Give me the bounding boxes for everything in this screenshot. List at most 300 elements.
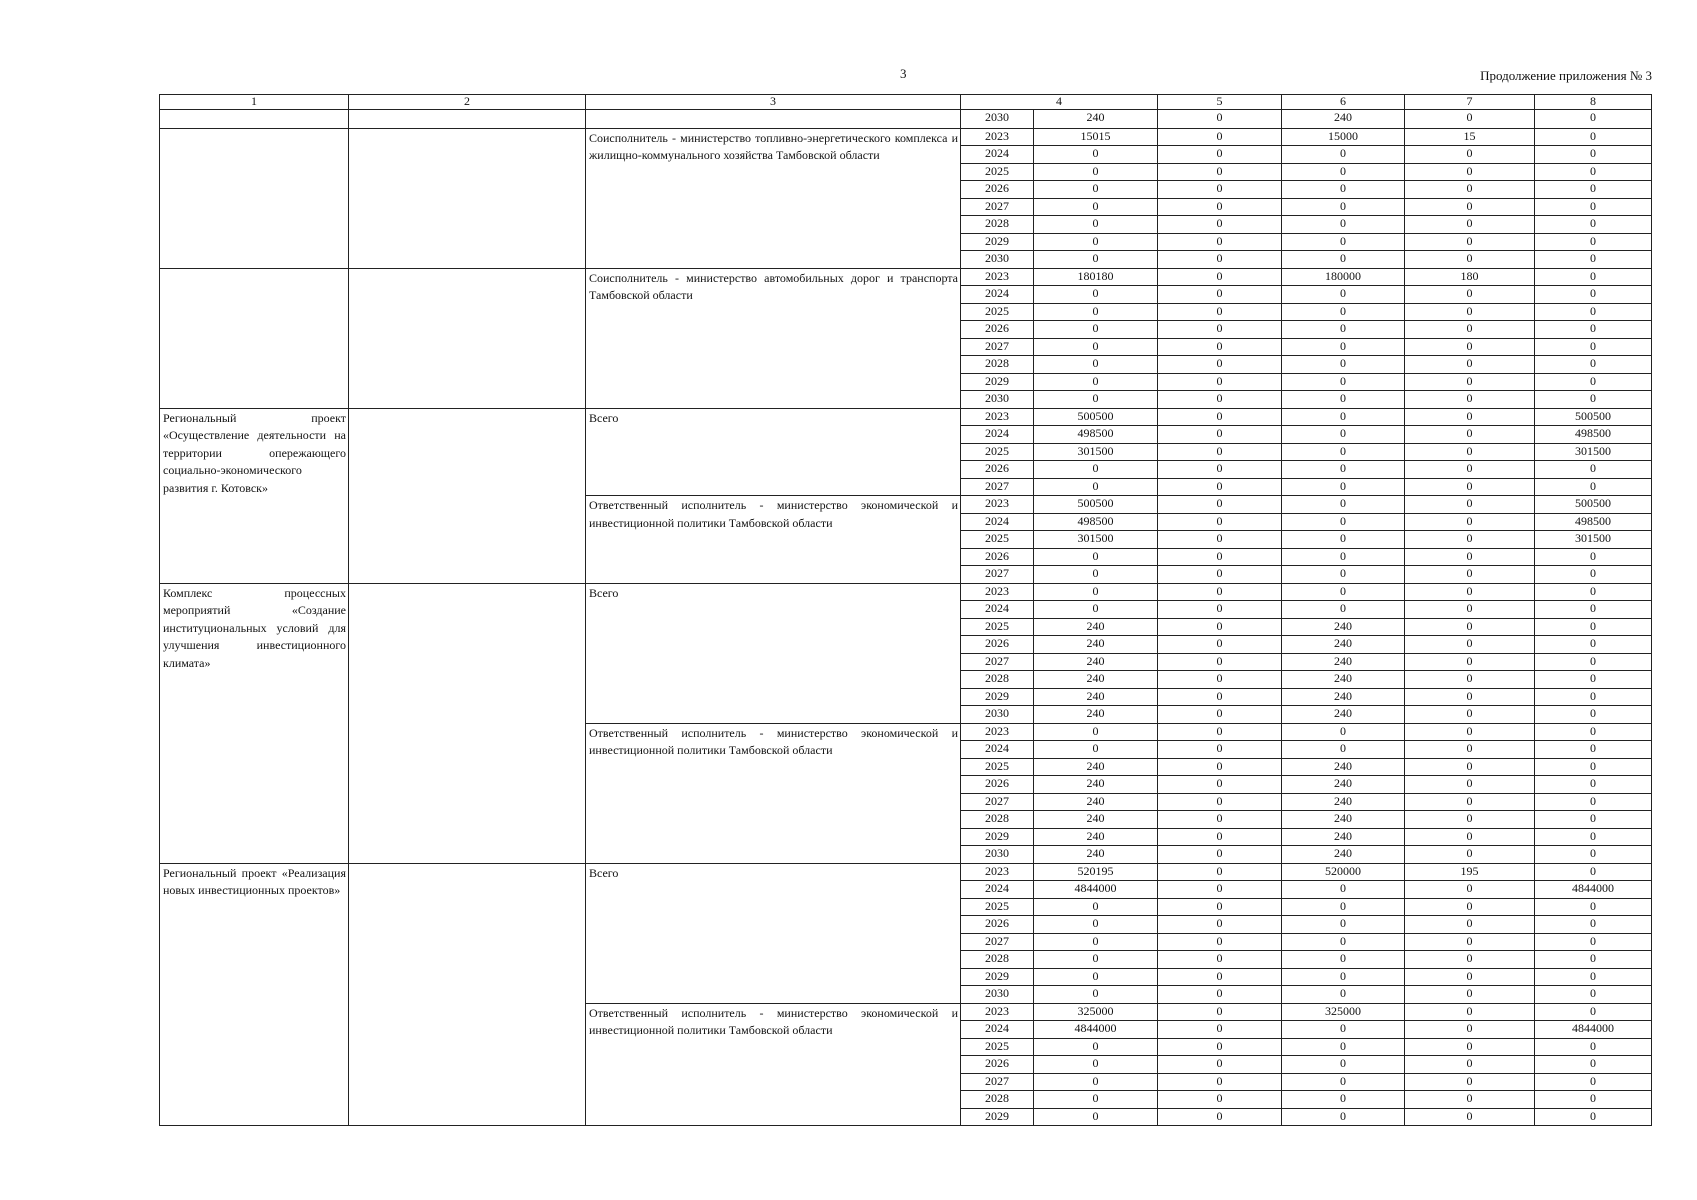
total-cell: 0 [1034,338,1158,356]
total-cell: 500500 [1034,408,1158,426]
extrabudget-cell: 0 [1535,128,1652,146]
extrabudget-cell: 0 [1535,110,1652,129]
extrabudget-cell: 0 [1535,478,1652,496]
local-cell: 0 [1405,618,1535,636]
column-2-cell [349,408,586,583]
regional-cell: 0 [1282,286,1405,304]
year-cell: 2030 [961,110,1034,129]
total-cell: 240 [1034,688,1158,706]
executor-cell: Соисполнитель - министерство топливно-энергетического комплекса и жилищно-коммунального хозяйства Тамбовской области [586,128,961,268]
extrabudget-cell: 0 [1535,356,1652,374]
extrabudget-cell: 0 [1535,776,1652,794]
extrabudget-cell: 0 [1535,251,1652,269]
local-cell: 0 [1405,741,1535,759]
local-cell: 0 [1405,146,1535,164]
extrabudget-cell: 0 [1535,303,1652,321]
extrabudget-cell: 0 [1535,1073,1652,1091]
regional-cell: 240 [1282,776,1405,794]
extrabudget-cell: 0 [1535,811,1652,829]
year-cell: 2025 [961,303,1034,321]
total-cell: 0 [1034,916,1158,934]
federal-cell: 0 [1158,1108,1282,1126]
column-header: 7 [1405,95,1535,110]
local-cell: 0 [1405,1091,1535,1109]
local-cell: 0 [1405,548,1535,566]
federal-cell: 0 [1158,636,1282,654]
extrabudget-cell: 0 [1535,181,1652,199]
federal-cell: 0 [1158,618,1282,636]
regional-cell: 0 [1282,461,1405,479]
table-row [160,110,1652,129]
table-row [160,863,1652,881]
federal-cell: 0 [1158,898,1282,916]
extrabudget-cell: 500500 [1535,496,1652,514]
regional-cell: 240 [1282,811,1405,829]
local-cell: 0 [1405,1038,1535,1056]
local-cell: 0 [1405,811,1535,829]
total-cell: 0 [1034,1091,1158,1109]
year-cell: 2027 [961,478,1034,496]
local-cell: 0 [1405,601,1535,619]
federal-cell: 0 [1158,916,1282,934]
total-cell: 0 [1034,373,1158,391]
extrabudget-cell: 0 [1535,653,1652,671]
regional-cell: 0 [1282,408,1405,426]
year-cell: 2023 [961,583,1034,601]
total-cell: 498500 [1034,513,1158,531]
regional-cell: 0 [1282,478,1405,496]
column-header: 8 [1535,95,1652,110]
activity-name-cell [160,128,349,268]
local-cell: 0 [1405,198,1535,216]
total-cell: 0 [1034,741,1158,759]
extrabudget-cell: 0 [1535,1003,1652,1021]
extrabudget-cell: 0 [1535,321,1652,339]
executor-cell: Соисполнитель - министерство автомобильных дорог и транспорта Тамбовской области [586,268,961,408]
local-cell: 0 [1405,251,1535,269]
regional-cell: 0 [1282,513,1405,531]
extrabudget-cell: 0 [1535,898,1652,916]
extrabudget-cell: 0 [1535,583,1652,601]
total-cell: 240 [1034,706,1158,724]
regional-cell: 240 [1282,688,1405,706]
regional-cell: 0 [1282,338,1405,356]
activity-name-cell: Комплекс процессных мероприятий «Создание институциональных условий для улучшения инвестиционного климата» [160,583,349,863]
year-cell: 2029 [961,688,1034,706]
total-cell: 240 [1034,793,1158,811]
federal-cell: 0 [1158,128,1282,146]
extrabudget-cell: 0 [1535,373,1652,391]
total-cell: 0 [1034,601,1158,619]
total-cell: 0 [1034,1056,1158,1074]
federal-cell: 0 [1158,426,1282,444]
federal-cell: 0 [1158,706,1282,724]
table-row [160,408,1652,426]
column-header: 5 [1158,95,1282,110]
total-cell: 0 [1034,461,1158,479]
total-cell: 4844000 [1034,881,1158,899]
regional-cell: 0 [1282,391,1405,409]
federal-cell: 0 [1158,968,1282,986]
regional-cell: 0 [1282,303,1405,321]
extrabudget-cell: 4844000 [1535,881,1652,899]
table-body [160,95,1652,1126]
column-header: 3 [586,95,961,110]
local-cell: 0 [1405,636,1535,654]
federal-cell: 0 [1158,478,1282,496]
year-cell: 2024 [961,426,1034,444]
regional-cell: 240 [1282,758,1405,776]
activity-name-cell [160,110,349,129]
extrabudget-cell: 0 [1535,601,1652,619]
year-cell: 2024 [961,601,1034,619]
year-cell: 2026 [961,321,1034,339]
regional-cell: 0 [1282,968,1405,986]
regional-cell: 0 [1282,1108,1405,1126]
year-cell: 2027 [961,793,1034,811]
local-cell: 0 [1405,496,1535,514]
extrabudget-cell: 0 [1535,216,1652,234]
federal-cell: 0 [1158,566,1282,584]
extrabudget-cell: 301500 [1535,531,1652,549]
regional-cell: 0 [1282,198,1405,216]
local-cell: 0 [1405,671,1535,689]
total-cell: 0 [1034,321,1158,339]
federal-cell: 0 [1158,986,1282,1004]
regional-cell: 0 [1282,548,1405,566]
year-cell: 2028 [961,356,1034,374]
total-cell: 0 [1034,478,1158,496]
federal-cell: 0 [1158,198,1282,216]
year-cell: 2027 [961,653,1034,671]
year-cell: 2023 [961,863,1034,881]
local-cell: 0 [1405,391,1535,409]
year-cell: 2026 [961,636,1034,654]
year-cell: 2025 [961,163,1034,181]
extrabudget-cell: 0 [1535,723,1652,741]
federal-cell: 0 [1158,163,1282,181]
local-cell: 0 [1405,793,1535,811]
activity-name-cell: Региональный проект «Реализация новых инвестиционных проектов» [160,863,349,1126]
extrabudget-cell: 0 [1535,338,1652,356]
year-cell: 2027 [961,933,1034,951]
local-cell: 0 [1405,758,1535,776]
total-cell: 240 [1034,618,1158,636]
total-cell: 0 [1034,356,1158,374]
federal-cell: 0 [1158,338,1282,356]
federal-cell: 0 [1158,776,1282,794]
local-cell: 0 [1405,513,1535,531]
federal-cell: 0 [1158,811,1282,829]
total-cell: 301500 [1034,443,1158,461]
extrabudget-cell: 0 [1535,916,1652,934]
extrabudget-cell: 0 [1535,163,1652,181]
extrabudget-cell: 500500 [1535,408,1652,426]
total-cell: 0 [1034,146,1158,164]
budget-table [159,94,1652,1126]
federal-cell: 0 [1158,951,1282,969]
executor-cell: Всего [586,863,961,1003]
local-cell: 180 [1405,268,1535,286]
local-cell: 0 [1405,181,1535,199]
extrabudget-cell: 0 [1535,968,1652,986]
table-row [160,268,1652,286]
extrabudget-cell: 0 [1535,268,1652,286]
federal-cell: 0 [1158,881,1282,899]
total-cell: 15015 [1034,128,1158,146]
extrabudget-cell: 0 [1535,741,1652,759]
year-cell: 2026 [961,548,1034,566]
extrabudget-cell: 0 [1535,793,1652,811]
local-cell: 0 [1405,881,1535,899]
total-cell: 301500 [1034,531,1158,549]
extrabudget-cell: 0 [1535,828,1652,846]
total-cell: 0 [1034,566,1158,584]
local-cell: 0 [1405,531,1535,549]
extrabudget-cell: 301500 [1535,443,1652,461]
total-cell: 240 [1034,776,1158,794]
column-header: 1 [160,95,349,110]
total-cell: 0 [1034,163,1158,181]
year-cell: 2029 [961,828,1034,846]
federal-cell: 0 [1158,531,1282,549]
local-cell: 0 [1405,933,1535,951]
total-cell: 0 [1034,286,1158,304]
regional-cell: 240 [1282,846,1405,864]
total-cell: 240 [1034,758,1158,776]
year-cell: 2024 [961,1021,1034,1039]
activity-name-cell [160,268,349,408]
column-2-cell [349,110,586,129]
year-cell: 2024 [961,741,1034,759]
total-cell: 0 [1034,1073,1158,1091]
regional-cell: 240 [1282,793,1405,811]
local-cell: 0 [1405,408,1535,426]
federal-cell: 0 [1158,321,1282,339]
extrabudget-cell: 0 [1535,548,1652,566]
extrabudget-cell: 0 [1535,233,1652,251]
total-cell: 0 [1034,951,1158,969]
year-cell: 2028 [961,951,1034,969]
local-cell: 15 [1405,128,1535,146]
local-cell: 0 [1405,461,1535,479]
extrabudget-cell: 0 [1535,198,1652,216]
regional-cell: 0 [1282,881,1405,899]
year-cell: 2028 [961,1091,1034,1109]
federal-cell: 0 [1158,741,1282,759]
local-cell: 195 [1405,863,1535,881]
federal-cell: 0 [1158,1073,1282,1091]
total-cell: 240 [1034,653,1158,671]
federal-cell: 0 [1158,216,1282,234]
regional-cell: 0 [1282,1091,1405,1109]
regional-cell: 0 [1282,1038,1405,1056]
regional-cell: 0 [1282,898,1405,916]
year-cell: 2029 [961,373,1034,391]
year-cell: 2025 [961,618,1034,636]
regional-cell: 0 [1282,583,1405,601]
regional-cell: 0 [1282,443,1405,461]
total-cell: 240 [1034,110,1158,129]
federal-cell: 0 [1158,863,1282,881]
appendix-continuation-note: Продолжение приложения № 3 [1480,68,1652,83]
table-row [160,128,1652,146]
regional-cell: 0 [1282,1021,1405,1039]
total-cell: 0 [1034,1038,1158,1056]
federal-cell: 0 [1158,846,1282,864]
local-cell: 0 [1405,828,1535,846]
federal-cell: 0 [1158,758,1282,776]
column-2-cell [349,128,586,268]
federal-cell: 0 [1158,110,1282,129]
total-cell: 0 [1034,181,1158,199]
total-cell: 240 [1034,811,1158,829]
federal-cell: 0 [1158,461,1282,479]
regional-cell: 0 [1282,933,1405,951]
total-cell: 0 [1034,198,1158,216]
regional-cell: 240 [1282,828,1405,846]
year-cell: 2024 [961,286,1034,304]
local-cell: 0 [1405,1108,1535,1126]
regional-cell: 0 [1282,531,1405,549]
federal-cell: 0 [1158,653,1282,671]
local-cell: 0 [1405,286,1535,304]
federal-cell: 0 [1158,146,1282,164]
year-cell: 2026 [961,181,1034,199]
local-cell: 0 [1405,951,1535,969]
federal-cell: 0 [1158,356,1282,374]
regional-cell: 0 [1282,233,1405,251]
federal-cell: 0 [1158,391,1282,409]
extrabudget-cell: 0 [1535,566,1652,584]
total-cell: 0 [1034,216,1158,234]
extrabudget-cell: 0 [1535,146,1652,164]
year-cell: 2023 [961,128,1034,146]
regional-cell: 0 [1282,741,1405,759]
regional-cell: 0 [1282,496,1405,514]
total-cell: 0 [1034,583,1158,601]
regional-cell: 0 [1282,426,1405,444]
regional-cell: 0 [1282,181,1405,199]
local-cell: 0 [1405,338,1535,356]
federal-cell: 0 [1158,286,1282,304]
local-cell: 0 [1405,163,1535,181]
federal-cell: 0 [1158,181,1282,199]
year-cell: 2030 [961,251,1034,269]
local-cell: 0 [1405,373,1535,391]
federal-cell: 0 [1158,496,1282,514]
extrabudget-cell: 0 [1535,286,1652,304]
year-cell: 2028 [961,671,1034,689]
federal-cell: 0 [1158,251,1282,269]
year-cell: 2026 [961,461,1034,479]
total-cell: 0 [1034,898,1158,916]
regional-cell: 0 [1282,986,1405,1004]
total-cell: 0 [1034,968,1158,986]
year-cell: 2023 [961,496,1034,514]
local-cell: 0 [1405,723,1535,741]
local-cell: 0 [1405,426,1535,444]
regional-cell: 325000 [1282,1003,1405,1021]
regional-cell: 240 [1282,706,1405,724]
year-cell: 2025 [961,758,1034,776]
federal-cell: 0 [1158,1003,1282,1021]
local-cell: 0 [1405,1021,1535,1039]
year-cell: 2023 [961,723,1034,741]
federal-cell: 0 [1158,671,1282,689]
executor-cell: Ответственный исполнитель - министерство экономической и инвестиционной политики Тамбовской области [586,1003,961,1126]
local-cell: 0 [1405,1073,1535,1091]
federal-cell: 0 [1158,583,1282,601]
federal-cell: 0 [1158,548,1282,566]
local-cell: 0 [1405,968,1535,986]
year-cell: 2030 [961,391,1034,409]
regional-cell: 180000 [1282,268,1405,286]
total-cell: 0 [1034,233,1158,251]
year-cell: 2026 [961,1056,1034,1074]
federal-cell: 0 [1158,723,1282,741]
total-cell: 520195 [1034,863,1158,881]
regional-cell: 520000 [1282,863,1405,881]
extrabudget-cell: 0 [1535,1108,1652,1126]
column-2-cell [349,583,586,863]
total-cell: 0 [1034,391,1158,409]
year-cell: 2024 [961,881,1034,899]
year-cell: 2030 [961,846,1034,864]
federal-cell: 0 [1158,443,1282,461]
year-cell: 2027 [961,566,1034,584]
executor-cell: Ответственный исполнитель - министерство экономической и инвестиционной политики Тамбовской области [586,496,961,584]
local-cell: 0 [1405,1056,1535,1074]
extrabudget-cell: 0 [1535,986,1652,1004]
total-cell: 0 [1034,548,1158,566]
federal-cell: 0 [1158,601,1282,619]
federal-cell: 0 [1158,268,1282,286]
regional-cell: 240 [1282,653,1405,671]
year-cell: 2026 [961,776,1034,794]
federal-cell: 0 [1158,793,1282,811]
year-cell: 2028 [961,216,1034,234]
local-cell: 0 [1405,688,1535,706]
regional-cell: 0 [1282,146,1405,164]
table-row [160,583,1652,601]
executor-cell: Всего [586,408,961,496]
year-cell: 2028 [961,811,1034,829]
federal-cell: 0 [1158,303,1282,321]
regional-cell: 0 [1282,163,1405,181]
regional-cell: 240 [1282,636,1405,654]
federal-cell: 0 [1158,408,1282,426]
extrabudget-cell: 0 [1535,758,1652,776]
year-cell: 2027 [961,198,1034,216]
regional-cell: 0 [1282,356,1405,374]
extrabudget-cell: 0 [1535,671,1652,689]
regional-cell: 0 [1282,251,1405,269]
year-cell: 2027 [961,338,1034,356]
local-cell: 0 [1405,303,1535,321]
federal-cell: 0 [1158,1056,1282,1074]
local-cell: 0 [1405,898,1535,916]
year-cell: 2025 [961,443,1034,461]
total-cell: 500500 [1034,496,1158,514]
local-cell: 0 [1405,706,1535,724]
local-cell: 0 [1405,986,1535,1004]
year-cell: 2030 [961,986,1034,1004]
local-cell: 0 [1405,916,1535,934]
year-cell: 2026 [961,916,1034,934]
regional-cell: 0 [1282,951,1405,969]
local-cell: 0 [1405,233,1535,251]
